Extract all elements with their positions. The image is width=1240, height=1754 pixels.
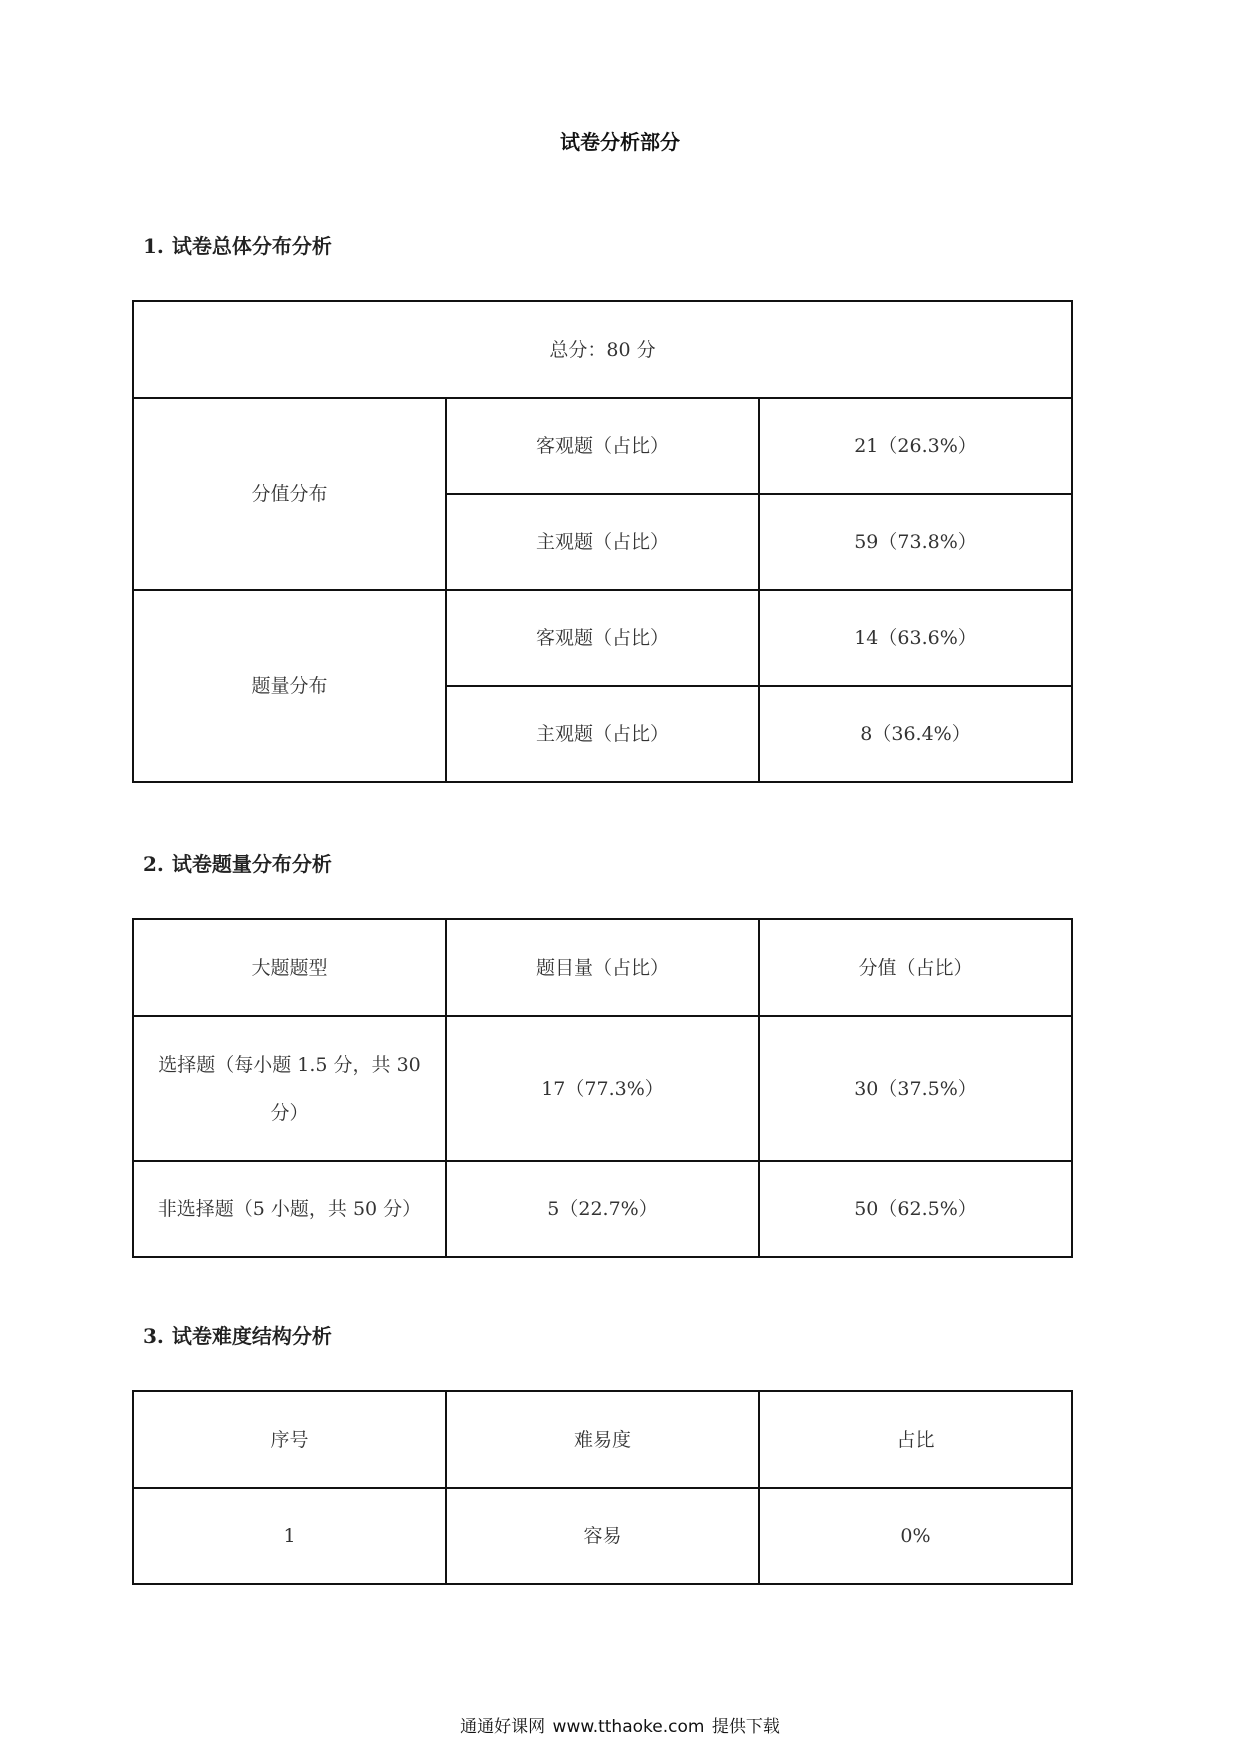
group-label-score-distribution: 分值分布 xyxy=(133,398,446,590)
table-cell: 客观题（占比） xyxy=(446,590,759,686)
section-3-heading xyxy=(143,1322,332,1350)
table-cell: 14（63.6%） xyxy=(759,590,1072,686)
table-cell: 8（36.4%） xyxy=(759,686,1072,782)
table-row xyxy=(133,398,1072,494)
table-cell: 50（62.5%） xyxy=(759,1161,1072,1257)
section-2-heading xyxy=(143,850,332,878)
table-row xyxy=(133,1488,1072,1584)
section-2-number: 2. xyxy=(143,852,164,876)
table-cell: 5（22.7%） xyxy=(446,1161,759,1257)
table-cell: 0% xyxy=(759,1488,1072,1584)
section-1-title: 试卷总体分布分析 xyxy=(171,234,332,258)
table-cell: 17（77.3%） xyxy=(446,1016,759,1161)
section-2-title: 试卷题量分布分析 xyxy=(171,852,332,876)
table-row xyxy=(133,301,1072,398)
column-header: 题目量（占比） xyxy=(446,919,759,1016)
total-score-cell: 总分：80 分 xyxy=(133,301,1072,398)
section-3-number: 3. xyxy=(143,1324,164,1348)
section-1-heading xyxy=(143,232,332,260)
table-cell: 容易 xyxy=(446,1488,759,1584)
column-header: 占比 xyxy=(759,1391,1072,1488)
section-1-number: 1. xyxy=(143,234,164,258)
page-footer: 通通好课网 www.tthaoke.com 提供下载 xyxy=(460,1717,780,1737)
table-cell: 1 xyxy=(133,1488,446,1584)
table-row xyxy=(133,1161,1072,1257)
table-cell: 59（73.8%） xyxy=(759,494,1072,590)
column-header: 大题题型 xyxy=(133,919,446,1016)
column-header: 序号 xyxy=(133,1391,446,1488)
section-3-title: 试卷难度结构分析 xyxy=(171,1324,332,1348)
group-label-question-distribution: 题量分布 xyxy=(133,590,446,782)
overall-distribution-table xyxy=(132,300,1073,783)
page-title: 试卷分析部分 xyxy=(560,130,680,154)
table-cell: 主观题（占比） xyxy=(446,494,759,590)
table-cell: 客观题（占比） xyxy=(446,398,759,494)
table-row xyxy=(133,1016,1072,1161)
column-header: 难易度 xyxy=(446,1391,759,1488)
table-cell: 非选择题（5 小题，共 50 分） xyxy=(133,1161,446,1257)
table-cell: 21（26.3%） xyxy=(759,398,1072,494)
table-cell: 主观题（占比） xyxy=(446,686,759,782)
table-header-row xyxy=(133,1391,1072,1488)
question-distribution-table xyxy=(132,918,1073,1258)
difficulty-structure-table xyxy=(132,1390,1073,1585)
table-row xyxy=(133,590,1072,686)
table-cell: 30（37.5%） xyxy=(759,1016,1072,1161)
table-cell: 选择题（每小题 1.5 分，共 30 分） xyxy=(133,1016,446,1161)
column-header: 分值（占比） xyxy=(759,919,1072,1016)
table-header-row xyxy=(133,919,1072,1016)
